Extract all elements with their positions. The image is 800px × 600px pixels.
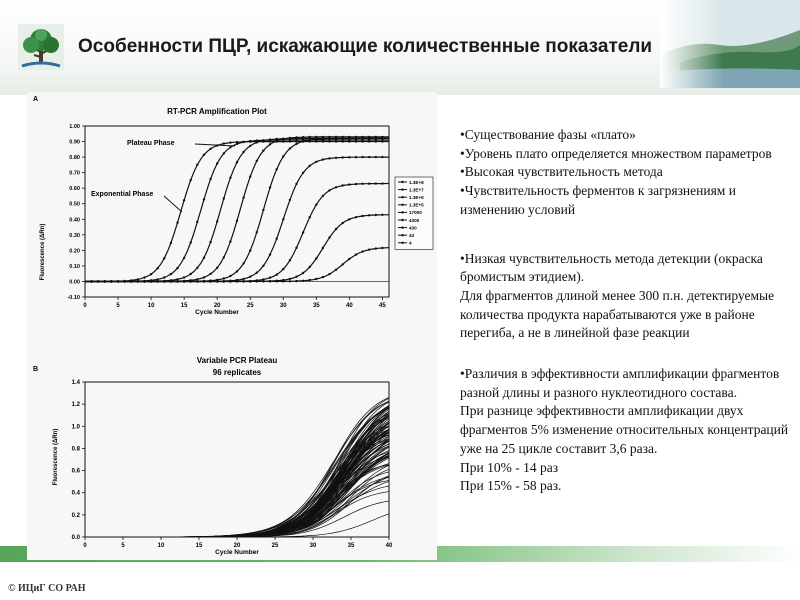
series-point: [309, 136, 311, 138]
series-point: [163, 257, 165, 259]
series-point: [262, 209, 264, 211]
legend-marker: [401, 219, 403, 221]
series-point: [375, 214, 377, 216]
series-point: [295, 136, 297, 138]
series-line: [85, 138, 389, 281]
bullet-line: Для фрагментов длиной менее 300 п.н. детектируемые количества продукта нарабатываются уже в районе перегиба, а не в линейной фазе реакции: [460, 287, 775, 341]
series-point: [209, 178, 211, 180]
series-point: [170, 273, 172, 275]
series-point: [381, 247, 383, 249]
series-point: [242, 262, 244, 264]
series-point: [236, 220, 238, 222]
series-point: [302, 136, 304, 138]
series-point: [302, 140, 304, 142]
legend-entry: 1.3E+5: [409, 202, 424, 208]
series-point: [289, 280, 291, 282]
series-point: [282, 280, 284, 282]
x-tick-label: 20: [233, 543, 241, 549]
y-tick-label: 0.90: [69, 139, 80, 146]
chart-b-subtitle: 96 replicates: [212, 368, 262, 377]
series-point: [328, 236, 330, 238]
series-point: [256, 280, 258, 282]
y-tick-label: 0.8: [71, 446, 80, 453]
series-point: [348, 183, 350, 185]
series-point: [223, 142, 225, 144]
series-point: [190, 241, 192, 243]
chart-b-ylabel: Fluorescence (ΔRn): [53, 428, 59, 486]
series-point: [196, 280, 198, 282]
x-tick-label: 5: [116, 303, 120, 309]
x-tick-label: 15: [180, 303, 188, 309]
chart-a-title: RT-PCR Amplification Plot: [167, 107, 267, 116]
series-point: [322, 158, 324, 160]
series-point: [368, 137, 370, 139]
series-point: [223, 280, 225, 282]
series-point: [302, 280, 304, 282]
series-point: [381, 137, 383, 139]
series-point: [322, 276, 324, 278]
series-point: [229, 240, 231, 242]
y-tick-label: 1.2: [71, 402, 80, 409]
series-point: [342, 222, 344, 224]
series-point: [249, 176, 251, 178]
bullet-line: •Уровень плато определяется множеством параметров: [460, 145, 772, 161]
series-point: [295, 280, 297, 282]
series-point: [143, 276, 145, 278]
chart-a-ylabel: Fluorescence (ΔRn): [40, 223, 46, 281]
legend-marker: [401, 234, 403, 236]
series-point: [269, 280, 271, 282]
series-point: [335, 157, 337, 159]
series-point: [322, 247, 324, 249]
series-point: [342, 184, 344, 186]
series-point: [209, 148, 211, 150]
series-point: [203, 198, 205, 200]
series-point: [282, 138, 284, 140]
series-point: [242, 151, 244, 153]
series-point: [335, 186, 337, 188]
series-point: [355, 253, 357, 255]
x-tick-label: 5: [121, 543, 125, 549]
x-tick-label: 35: [312, 303, 320, 309]
series-point: [348, 258, 350, 260]
series-point: [163, 280, 165, 282]
legend-marker: [401, 196, 403, 198]
y-tick-label: 1.00: [69, 124, 80, 130]
chart-b-title: Variable PCR Plateau: [196, 356, 278, 365]
y-tick-label: 0.40: [69, 217, 80, 224]
series-point: [381, 182, 383, 184]
y-tick-label: -0.10: [67, 295, 80, 301]
series-point: [249, 276, 251, 278]
series-point: [361, 183, 363, 185]
x-tick-label: 30: [279, 303, 287, 309]
series-point: [276, 273, 278, 275]
bullet-line: •Различия в эффективности амплификации фрагментов разной длины и разного нуклеотидного состава.: [460, 366, 780, 400]
series-point: [256, 160, 258, 162]
x-tick-label: 10: [157, 543, 165, 549]
series-point: [342, 263, 344, 265]
y-tick-label: 0.30: [69, 232, 80, 239]
series-point: [276, 168, 278, 170]
series-point: [190, 273, 192, 275]
series-point: [183, 257, 185, 259]
bullet-line: •Высокая чувствительность метода: [460, 164, 663, 180]
bullet-line: •Чувствительность ферментов к загрязнениям и изменению условий: [460, 183, 736, 217]
series-point: [302, 172, 304, 174]
slide-header: [0, 0, 800, 95]
bullet-line: При 10% - 14 раз: [460, 459, 559, 475]
series-point: [229, 146, 231, 148]
series-point: [375, 156, 377, 158]
series-point: [269, 277, 271, 279]
series-point: [368, 183, 370, 185]
series-point: [262, 265, 264, 267]
x-tick-label: 25: [246, 303, 254, 309]
series-point: [381, 214, 383, 216]
series-point: [282, 155, 284, 157]
series-point: [276, 140, 278, 142]
legend-entry: 1.3E+7: [409, 187, 424, 193]
series-point: [355, 183, 357, 185]
series-point: [322, 138, 324, 140]
series-point: [150, 280, 152, 282]
series-point: [342, 137, 344, 139]
series-point: [375, 182, 377, 184]
series-point: [335, 228, 337, 230]
series-point: [361, 215, 363, 217]
series-point: [143, 280, 145, 282]
series-point: [104, 280, 106, 282]
series-point: [157, 267, 159, 269]
y-tick-label: 0.80: [69, 155, 80, 162]
x-tick-label: 0: [83, 303, 87, 309]
series-point: [322, 195, 324, 197]
amplification-plot: [33, 96, 433, 316]
bullet-line: •Существование фазы «плато»: [460, 127, 636, 142]
bullet-line: •Низкая чувствительность метода детекции (окраска бромистым этидием).: [460, 250, 763, 285]
series-point: [216, 162, 218, 164]
series-point: [315, 136, 317, 138]
series-point: [348, 218, 350, 220]
bullet-line: При разнице эффективности амплификации двух фрагментов 5% изменение относительных концентраций уже на 25 цикле составит 3,6 раза.: [460, 403, 789, 456]
series-point: [117, 280, 119, 282]
legend-entry: 1.3E+6: [409, 195, 424, 200]
series-point: [196, 164, 198, 166]
x-tick-label: 0: [83, 543, 87, 549]
series-point: [216, 280, 218, 282]
series-point: [368, 156, 370, 158]
y-tick-label: 1.4: [71, 380, 80, 386]
series-point: [229, 280, 231, 282]
series-point: [309, 216, 311, 218]
series-point: [269, 186, 271, 188]
series-line: [85, 137, 389, 282]
series-point: [183, 199, 185, 201]
variable-plateau-plot: [33, 356, 393, 556]
series-point: [203, 280, 205, 282]
series-point: [355, 156, 357, 158]
series-point: [262, 139, 264, 141]
bullet-block-1: [460, 126, 792, 220]
series-point: [150, 273, 152, 275]
series-point: [223, 152, 225, 154]
series-point: [170, 242, 172, 244]
series-point: [295, 183, 297, 185]
series-point: [249, 280, 251, 282]
series-point: [368, 214, 370, 216]
series-point: [315, 204, 317, 206]
series-point: [348, 137, 350, 139]
series-line: [85, 184, 389, 282]
series-point: [176, 280, 178, 282]
series-point: [176, 222, 178, 224]
x-tick-label: 20: [213, 303, 221, 309]
series-point: [236, 280, 238, 282]
series-point: [203, 276, 205, 278]
series-point: [236, 143, 238, 145]
series-point: [368, 249, 370, 251]
series-point: [269, 138, 271, 140]
series-point: [229, 177, 231, 179]
legend-entry: 4300: [409, 217, 420, 223]
series-point: [289, 278, 291, 280]
series-point: [229, 141, 231, 143]
series-point: [348, 156, 350, 158]
series-point: [375, 137, 377, 139]
series-point: [170, 280, 172, 282]
x-tick-label: 30: [309, 543, 317, 549]
series-point: [276, 238, 278, 240]
x-tick-label: 40: [346, 303, 353, 309]
y-tick-label: 0.0: [71, 535, 80, 541]
series-point: [223, 256, 225, 258]
series-point: [381, 156, 383, 158]
y-tick-label: 0.10: [69, 263, 80, 270]
series-point: [328, 189, 330, 191]
series-point: [289, 137, 291, 139]
series-point: [315, 161, 317, 163]
copyright-footer: © ИЦиГ СО РАН: [8, 583, 86, 594]
y-tick-label: 0.2: [71, 512, 80, 519]
series-point: [196, 221, 198, 223]
series-point: [289, 259, 291, 261]
series-point: [90, 280, 92, 282]
series-point: [216, 267, 218, 269]
slide-title: Особенности ПЦР, искажающие количественные показатели: [78, 36, 653, 57]
series-point: [361, 137, 363, 139]
series-point: [361, 250, 363, 252]
series-point: [355, 137, 357, 139]
series-point: [249, 140, 251, 142]
series-point: [309, 266, 311, 268]
series-point: [309, 279, 311, 281]
series-point: [196, 267, 198, 269]
series-point: [110, 280, 112, 282]
legend-marker: [401, 226, 403, 228]
series-point: [203, 257, 205, 259]
panel-label-a: A: [33, 96, 39, 103]
series-point: [295, 143, 297, 145]
y-tick-label: 0.20: [69, 248, 80, 255]
x-tick-label: 45: [379, 303, 386, 309]
y-tick-label: 0.50: [69, 201, 80, 208]
series-point: [269, 143, 271, 145]
series-point: [157, 280, 159, 282]
series-point: [262, 280, 264, 282]
series-point: [190, 280, 192, 282]
series-point: [163, 276, 165, 278]
series-point: [256, 231, 258, 233]
series-point: [137, 280, 139, 282]
y-tick-label: 1.0: [71, 424, 80, 431]
legend-marker: [401, 211, 403, 213]
series-point: [342, 156, 344, 158]
text-column: [460, 126, 792, 518]
series-point: [302, 231, 304, 233]
y-tick-label: 0.60: [69, 186, 80, 193]
series-point: [209, 241, 211, 243]
series-point: [236, 161, 238, 163]
series-point: [295, 247, 297, 249]
y-tick-label: 0.6: [71, 468, 80, 475]
series-point: [229, 275, 231, 277]
series-point: [124, 280, 126, 282]
legend-entry: 430: [409, 225, 417, 231]
series-point: [309, 165, 311, 167]
series-point: [335, 137, 337, 139]
landscape-image: [660, 0, 800, 88]
bullet-block-3: [460, 365, 792, 496]
replicate-line: [85, 501, 389, 537]
series-point: [328, 273, 330, 275]
series-point: [328, 138, 330, 140]
series-point: [223, 197, 225, 199]
x-tick-label: 10: [147, 303, 155, 309]
legend-marker: [401, 204, 403, 206]
series-point: [309, 139, 311, 141]
panel-label-b: B: [33, 366, 39, 373]
series-point: [130, 280, 132, 282]
tree-logo-icon: [18, 24, 64, 70]
series-point: [335, 269, 337, 271]
legend-entry: 4: [409, 240, 412, 246]
series-point: [256, 141, 258, 143]
pcr-charts: [27, 92, 437, 560]
series-point: [203, 154, 205, 156]
legend-marker: [401, 188, 403, 190]
series-point: [176, 267, 178, 269]
bullet-line: При 15% - 58 раз.: [460, 478, 562, 494]
series-point: [328, 157, 330, 159]
series-point: [375, 247, 377, 249]
series-point: [249, 249, 251, 251]
legend-entry: 1.3E+8: [409, 179, 424, 185]
y-tick-label: 0.00: [69, 279, 80, 286]
series-point: [183, 276, 185, 278]
series-point: [315, 257, 317, 259]
x-tick-label: 15: [195, 543, 203, 549]
x-tick-label: 40: [385, 543, 393, 549]
series-point: [269, 253, 271, 255]
series-point: [236, 270, 238, 272]
series-point: [249, 145, 251, 147]
series-point: [209, 280, 211, 282]
chart-b-xlabel: Cycle Number: [215, 549, 259, 556]
series-point: [183, 280, 185, 282]
series-point: [262, 149, 264, 151]
series-line: [85, 138, 389, 281]
x-tick-label: 35: [347, 543, 355, 549]
series-point: [256, 272, 258, 274]
bullet-block-2: [460, 250, 792, 344]
series-point: [97, 280, 99, 282]
series-point: [315, 138, 317, 140]
legend-marker: [401, 242, 403, 244]
series-point: [302, 272, 304, 274]
plateau-phase-annotation: Plateau Phase: [127, 140, 175, 147]
series-point: [216, 144, 218, 146]
series-point: [361, 156, 363, 158]
series-point: [209, 273, 211, 275]
series-point: [216, 220, 218, 222]
series-point: [276, 280, 278, 282]
series-point: [282, 218, 284, 220]
series-point: [289, 199, 291, 201]
legend-entry: 17000: [409, 210, 422, 216]
figure-panel: [27, 92, 437, 560]
series-point: [223, 277, 225, 279]
exponential-phase-annotation: Exponential Phase: [91, 191, 154, 198]
series-point: [289, 147, 291, 149]
series-point: [295, 276, 297, 278]
x-tick-label: 25: [271, 543, 279, 549]
y-tick-label: 0.4: [71, 490, 80, 497]
legend-entry: 43: [409, 233, 415, 238]
y-tick-label: 0.70: [69, 170, 80, 177]
series-point: [242, 278, 244, 280]
series-point: [190, 179, 192, 181]
series-point: [242, 141, 244, 143]
series-point: [315, 278, 317, 280]
series-point: [242, 280, 244, 282]
series-point: [242, 196, 244, 198]
series-point: [355, 216, 357, 218]
legend-marker: [401, 181, 403, 183]
series-point: [282, 268, 284, 270]
chart-a-xlabel: Cycle Number: [195, 309, 239, 316]
